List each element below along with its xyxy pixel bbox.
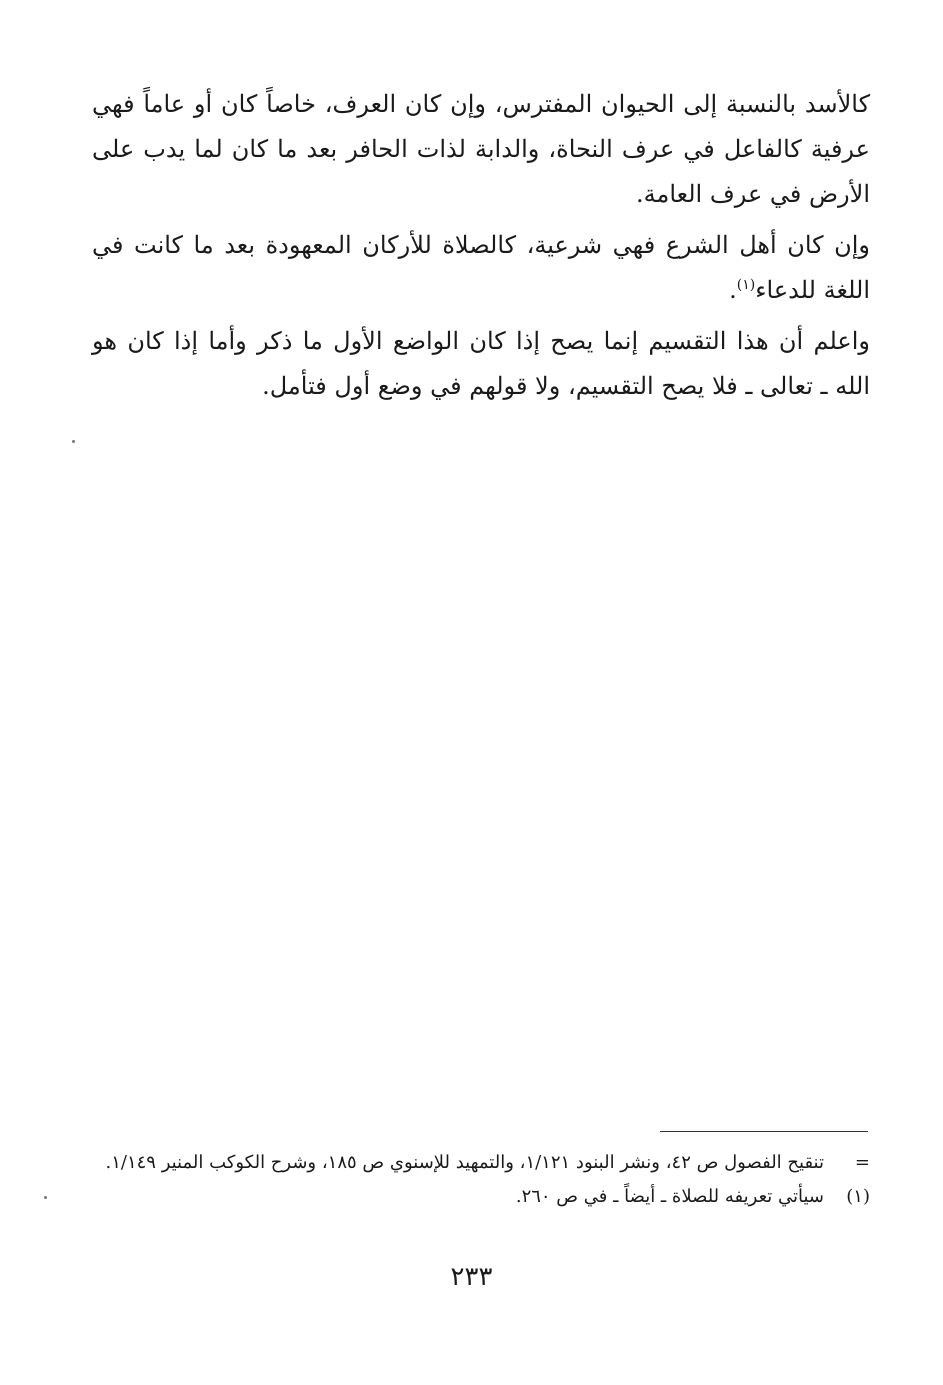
page-number: ٢٣٣ xyxy=(450,1262,493,1292)
footnotes xyxy=(92,1146,870,1214)
paragraph-2 xyxy=(92,223,870,313)
footnote-marker: (١) xyxy=(846,1186,870,1207)
paragraph-1: كالأسد بالنسبة إلى الحيوان المفترس، وإن كان العرف، خاصاً كان أو عاماً فهي عرفية كالفاعل في عرف النحاة، والدابة لذات الحافر بعد ما كان لما يدب على الأرض في عرف العامة. xyxy=(92,90,870,208)
main-text xyxy=(92,82,870,415)
paragraph-2-end: . xyxy=(729,276,737,304)
paragraph-2-text: وإن كان أهل الشرع فهي شرعية، كالصلاة للأركان المعهودة بعد ما كانت في اللغة للدعاء xyxy=(92,231,870,304)
scan-speck xyxy=(72,440,75,443)
footnote-continued xyxy=(92,1146,870,1180)
footnote-marker: = xyxy=(854,1152,870,1173)
paragraph-3: واعلم أن هذا التقسيم إنما يصح إذا كان الواضع الأول ما ذكر وأما إذا كان هو الله ـ تعالى ـ فلا يصح التقسيم، ولا قولهم في وضع أول فتأمل. xyxy=(92,327,870,400)
footnote-separator xyxy=(660,1131,868,1132)
footnote-text: تنقيح الفصول ص ٤٢، ونشر البنود ١/١٢١، والتمهيد للإسنوي ص ١٨٥، وشرح الكوكب المنير ١/١٤٩. xyxy=(105,1152,824,1173)
scan-speck xyxy=(44,1196,47,1199)
footnote-1 xyxy=(92,1180,870,1214)
footnote-reference: (١) xyxy=(736,277,756,293)
footnote-text: سيأتي تعريفه للصلاة ـ أيضاً ـ في ص ٢٦٠. xyxy=(515,1186,824,1207)
